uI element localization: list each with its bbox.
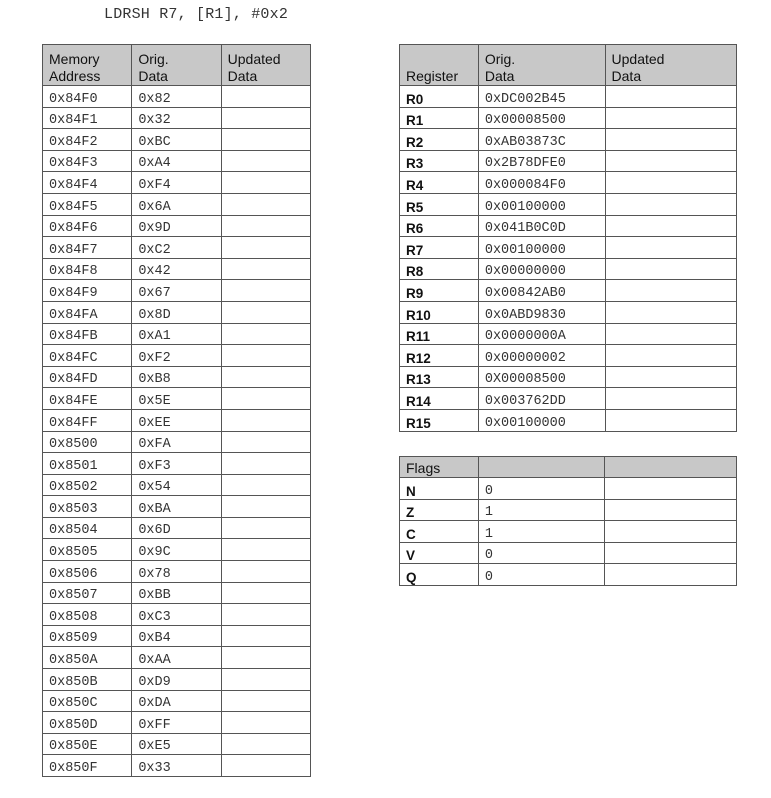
orig-data-cell: 0x000084F0 (478, 172, 605, 194)
row-label-cell: R10 (400, 301, 479, 323)
updated-data-cell[interactable] (605, 521, 737, 543)
orig-data-cell: 0x00008500 (478, 107, 605, 129)
row-label-cell: R6 (400, 215, 479, 237)
row-label-cell: R4 (400, 172, 479, 194)
row-label-cell: 0x84F0 (43, 86, 132, 108)
updated-data-cell[interactable] (221, 561, 310, 583)
orig-data-cell: 0x78 (132, 561, 221, 583)
updated-data-cell[interactable] (221, 690, 310, 712)
table-row (43, 431, 311, 453)
updated-data-cell[interactable] (605, 564, 737, 586)
row-label-cell: R13 (400, 366, 479, 388)
updated-data-cell[interactable] (221, 582, 310, 604)
table-row (43, 712, 311, 734)
orig-data-cell: 0xA1 (132, 323, 221, 345)
orig-data-cell: 0X00008500 (478, 366, 605, 388)
updated-data-cell[interactable] (605, 323, 736, 345)
table-row (43, 345, 311, 367)
table-row (43, 582, 311, 604)
updated-data-cell[interactable] (221, 345, 310, 367)
updated-data-cell[interactable] (605, 172, 736, 194)
row-label-cell: 0x84F5 (43, 193, 132, 215)
row-label-cell: 0x850B (43, 669, 132, 691)
updated-data-cell[interactable] (221, 215, 310, 237)
updated-data-cell[interactable] (221, 496, 310, 518)
updated-data-cell[interactable] (605, 258, 736, 280)
table-row (400, 366, 737, 388)
row-label-cell: 0x8502 (43, 474, 132, 496)
updated-data-cell[interactable] (221, 755, 310, 777)
orig-data-cell: 0xBC (132, 129, 221, 151)
updated-data-cell[interactable] (605, 237, 736, 259)
row-label-cell: R14 (400, 388, 479, 410)
table-row (400, 323, 737, 345)
table-row (400, 107, 737, 129)
row-label-cell: 0x8500 (43, 431, 132, 453)
orig-data-cell: 0xB4 (132, 625, 221, 647)
table-row (43, 388, 311, 410)
table-row (400, 215, 737, 237)
column-header: Flags (400, 457, 479, 478)
orig-data-cell: 0x00100000 (478, 193, 605, 215)
orig-data-cell: 0xF3 (132, 453, 221, 475)
updated-data-cell[interactable] (221, 431, 310, 453)
updated-data-cell[interactable] (221, 237, 310, 259)
table-row (43, 193, 311, 215)
column-header: Memory Address (43, 45, 132, 86)
orig-data-cell: 0xC3 (132, 604, 221, 626)
column-header: Updated Data (221, 45, 310, 86)
orig-data-cell: 0xA4 (132, 150, 221, 172)
table-row (43, 129, 311, 151)
orig-data-cell: 0xFA (132, 431, 221, 453)
updated-data-cell[interactable] (605, 388, 736, 410)
row-label-cell: 0x8506 (43, 561, 132, 583)
table-row (400, 542, 737, 564)
orig-data-cell: 0x041B0C0D (478, 215, 605, 237)
row-label-cell: V (400, 542, 479, 564)
row-label-cell: 0x850D (43, 712, 132, 734)
orig-data-cell: 0x6D (132, 517, 221, 539)
orig-data-cell: 0xD9 (132, 669, 221, 691)
orig-data-cell: 0x00000002 (478, 345, 605, 367)
orig-data-cell: 0x00000000 (478, 258, 605, 280)
orig-data-cell: 0 (478, 478, 605, 500)
row-label-cell: 0x8504 (43, 517, 132, 539)
table-row (400, 172, 737, 194)
orig-data-cell: 0xF4 (132, 172, 221, 194)
table-row (400, 409, 737, 431)
orig-data-cell: 0x0ABD9830 (478, 301, 605, 323)
table-row (43, 625, 311, 647)
row-label-cell: R7 (400, 237, 479, 259)
row-label-cell: 0x850E (43, 733, 132, 755)
updated-data-cell[interactable] (221, 733, 310, 755)
row-label-cell: 0x84F9 (43, 280, 132, 302)
orig-data-cell: 0 (478, 542, 605, 564)
table-row (400, 150, 737, 172)
orig-data-cell: 0xF2 (132, 345, 221, 367)
row-label-cell: 0x84F4 (43, 172, 132, 194)
column-header (605, 457, 737, 478)
row-label-cell: R12 (400, 345, 479, 367)
orig-data-cell: 0x82 (132, 86, 221, 108)
updated-data-cell[interactable] (605, 86, 736, 108)
row-label-cell: 0x84FF (43, 409, 132, 431)
updated-data-cell[interactable] (221, 604, 310, 626)
row-label-cell: 0x850F (43, 755, 132, 777)
row-label-cell: R15 (400, 409, 479, 431)
orig-data-cell: 0x2B78DFE0 (478, 150, 605, 172)
table-row (43, 755, 311, 777)
table-row (43, 107, 311, 129)
table-row (400, 499, 737, 521)
orig-data-cell: 0x33 (132, 755, 221, 777)
orig-data-cell: 0xAB03873C (478, 129, 605, 151)
orig-data-cell: 0xB8 (132, 366, 221, 388)
orig-data-cell: 0x42 (132, 258, 221, 280)
row-label-cell: 0x84FC (43, 345, 132, 367)
column-header: Updated Data (605, 45, 736, 86)
table-row (400, 237, 737, 259)
orig-data-cell: 0x8D (132, 301, 221, 323)
updated-data-cell[interactable] (221, 625, 310, 647)
row-label-cell: R2 (400, 129, 479, 151)
row-label-cell: R3 (400, 150, 479, 172)
table-row (43, 496, 311, 518)
header-row (400, 45, 737, 86)
updated-data-cell[interactable] (605, 129, 736, 151)
row-label-cell: 0x84FD (43, 366, 132, 388)
row-label-cell: 0x8507 (43, 582, 132, 604)
updated-data-cell[interactable] (221, 323, 310, 345)
table-row (400, 258, 737, 280)
table-row (400, 521, 737, 543)
row-label-cell: R1 (400, 107, 479, 129)
updated-data-cell[interactable] (605, 280, 736, 302)
updated-data-cell[interactable] (221, 712, 310, 734)
register-table (399, 44, 737, 432)
table-row (43, 215, 311, 237)
column-header: Register (400, 45, 479, 86)
orig-data-cell: 0x00842AB0 (478, 280, 605, 302)
table-row (43, 604, 311, 626)
memory-table (42, 44, 311, 777)
row-label-cell: 0x8503 (43, 496, 132, 518)
orig-data-cell: 0xC2 (132, 237, 221, 259)
flags-table (399, 456, 737, 586)
row-label-cell: 0x84F1 (43, 107, 132, 129)
updated-data-cell[interactable] (221, 172, 310, 194)
updated-data-cell[interactable] (605, 499, 737, 521)
table-row (43, 301, 311, 323)
orig-data-cell: 0x9D (132, 215, 221, 237)
table-row (43, 669, 311, 691)
updated-data-cell[interactable] (605, 478, 737, 500)
row-label-cell: R11 (400, 323, 479, 345)
updated-data-cell[interactable] (605, 193, 736, 215)
table-row (43, 453, 311, 475)
updated-data-cell[interactable] (605, 301, 736, 323)
table-row (43, 366, 311, 388)
row-label-cell: 0x850C (43, 690, 132, 712)
orig-data-cell: 0xDA (132, 690, 221, 712)
updated-data-cell[interactable] (221, 107, 310, 129)
table-row (43, 733, 311, 755)
orig-data-cell: 0x67 (132, 280, 221, 302)
row-label-cell: 0x850A (43, 647, 132, 669)
updated-data-cell[interactable] (221, 647, 310, 669)
row-label-cell: N (400, 478, 479, 500)
updated-data-cell[interactable] (221, 150, 310, 172)
updated-data-cell[interactable] (605, 542, 737, 564)
orig-data-cell: 0xFF (132, 712, 221, 734)
row-label-cell: 0x84FE (43, 388, 132, 410)
table-row (43, 690, 311, 712)
orig-data-cell: 0x5E (132, 388, 221, 410)
table-row (43, 539, 311, 561)
table-row (400, 345, 737, 367)
updated-data-cell[interactable] (605, 150, 736, 172)
column-header (478, 457, 605, 478)
updated-data-cell[interactable] (221, 193, 310, 215)
updated-data-cell[interactable] (221, 453, 310, 475)
header-row (43, 45, 311, 86)
table-row (43, 237, 311, 259)
table-row (400, 564, 737, 586)
updated-data-cell[interactable] (221, 280, 310, 302)
row-label-cell: R9 (400, 280, 479, 302)
updated-data-cell[interactable] (221, 474, 310, 496)
updated-data-cell[interactable] (605, 409, 736, 431)
row-label-cell: 0x84F8 (43, 258, 132, 280)
updated-data-cell[interactable] (605, 345, 736, 367)
column-header: Orig. Data (478, 45, 605, 86)
row-label-cell: C (400, 521, 479, 543)
orig-data-cell: 0x54 (132, 474, 221, 496)
row-label-cell: R5 (400, 193, 479, 215)
table-row (43, 280, 311, 302)
row-label-cell: 0x84F3 (43, 150, 132, 172)
orig-data-cell: 0x9C (132, 539, 221, 561)
orig-data-cell: 0x6A (132, 193, 221, 215)
orig-data-cell: 0xDC002B45 (478, 86, 605, 108)
table-row (43, 474, 311, 496)
table-row (43, 517, 311, 539)
orig-data-cell: 1 (478, 521, 605, 543)
table-row (400, 129, 737, 151)
table-row (400, 301, 737, 323)
row-label-cell: 0x84FB (43, 323, 132, 345)
table-row (43, 150, 311, 172)
table-row (43, 172, 311, 194)
table-row (43, 86, 311, 108)
table-row (400, 478, 737, 500)
updated-data-cell[interactable] (221, 366, 310, 388)
table-row (43, 323, 311, 345)
updated-data-cell[interactable] (605, 215, 736, 237)
orig-data-cell: 0xAA (132, 647, 221, 669)
orig-data-cell: 0x003762DD (478, 388, 605, 410)
row-label-cell: R0 (400, 86, 479, 108)
row-label-cell: 0x8501 (43, 453, 132, 475)
table-row (400, 388, 737, 410)
updated-data-cell[interactable] (221, 517, 310, 539)
updated-data-cell[interactable] (221, 301, 310, 323)
table-row (43, 258, 311, 280)
row-label-cell: Z (400, 499, 479, 521)
column-header: Orig. Data (132, 45, 221, 86)
header-row (400, 457, 737, 478)
row-label-cell: 0x8508 (43, 604, 132, 626)
updated-data-cell[interactable] (221, 669, 310, 691)
updated-data-cell[interactable] (221, 86, 310, 108)
orig-data-cell: 0xBA (132, 496, 221, 518)
updated-data-cell[interactable] (605, 366, 736, 388)
table-row (400, 193, 737, 215)
table-row (43, 561, 311, 583)
table-row (43, 647, 311, 669)
orig-data-cell: 0xEE (132, 409, 221, 431)
orig-data-cell: 1 (478, 499, 605, 521)
row-label-cell: Q (400, 564, 479, 586)
orig-data-cell: 0x32 (132, 107, 221, 129)
row-label-cell: 0x84F7 (43, 237, 132, 259)
row-label-cell: 0x8509 (43, 625, 132, 647)
row-label-cell: 0x84FA (43, 301, 132, 323)
orig-data-cell: 0xBB (132, 582, 221, 604)
orig-data-cell: 0xE5 (132, 733, 221, 755)
row-label-cell: 0x84F2 (43, 129, 132, 151)
table-row (400, 280, 737, 302)
table-row (43, 409, 311, 431)
updated-data-cell[interactable] (605, 107, 736, 129)
orig-data-cell: 0 (478, 564, 605, 586)
updated-data-cell[interactable] (221, 258, 310, 280)
row-label-cell: R8 (400, 258, 479, 280)
orig-data-cell: 0x0000000A (478, 323, 605, 345)
row-label-cell: 0x84F6 (43, 215, 132, 237)
orig-data-cell: 0x00100000 (478, 237, 605, 259)
updated-data-cell[interactable] (221, 388, 310, 410)
row-label-cell: 0x8505 (43, 539, 132, 561)
instruction-text: LDRSH R7, [R1], #0x2 (104, 6, 289, 23)
updated-data-cell[interactable] (221, 129, 310, 151)
updated-data-cell[interactable] (221, 539, 310, 561)
updated-data-cell[interactable] (221, 409, 310, 431)
table-row (400, 86, 737, 108)
orig-data-cell: 0x00100000 (478, 409, 605, 431)
